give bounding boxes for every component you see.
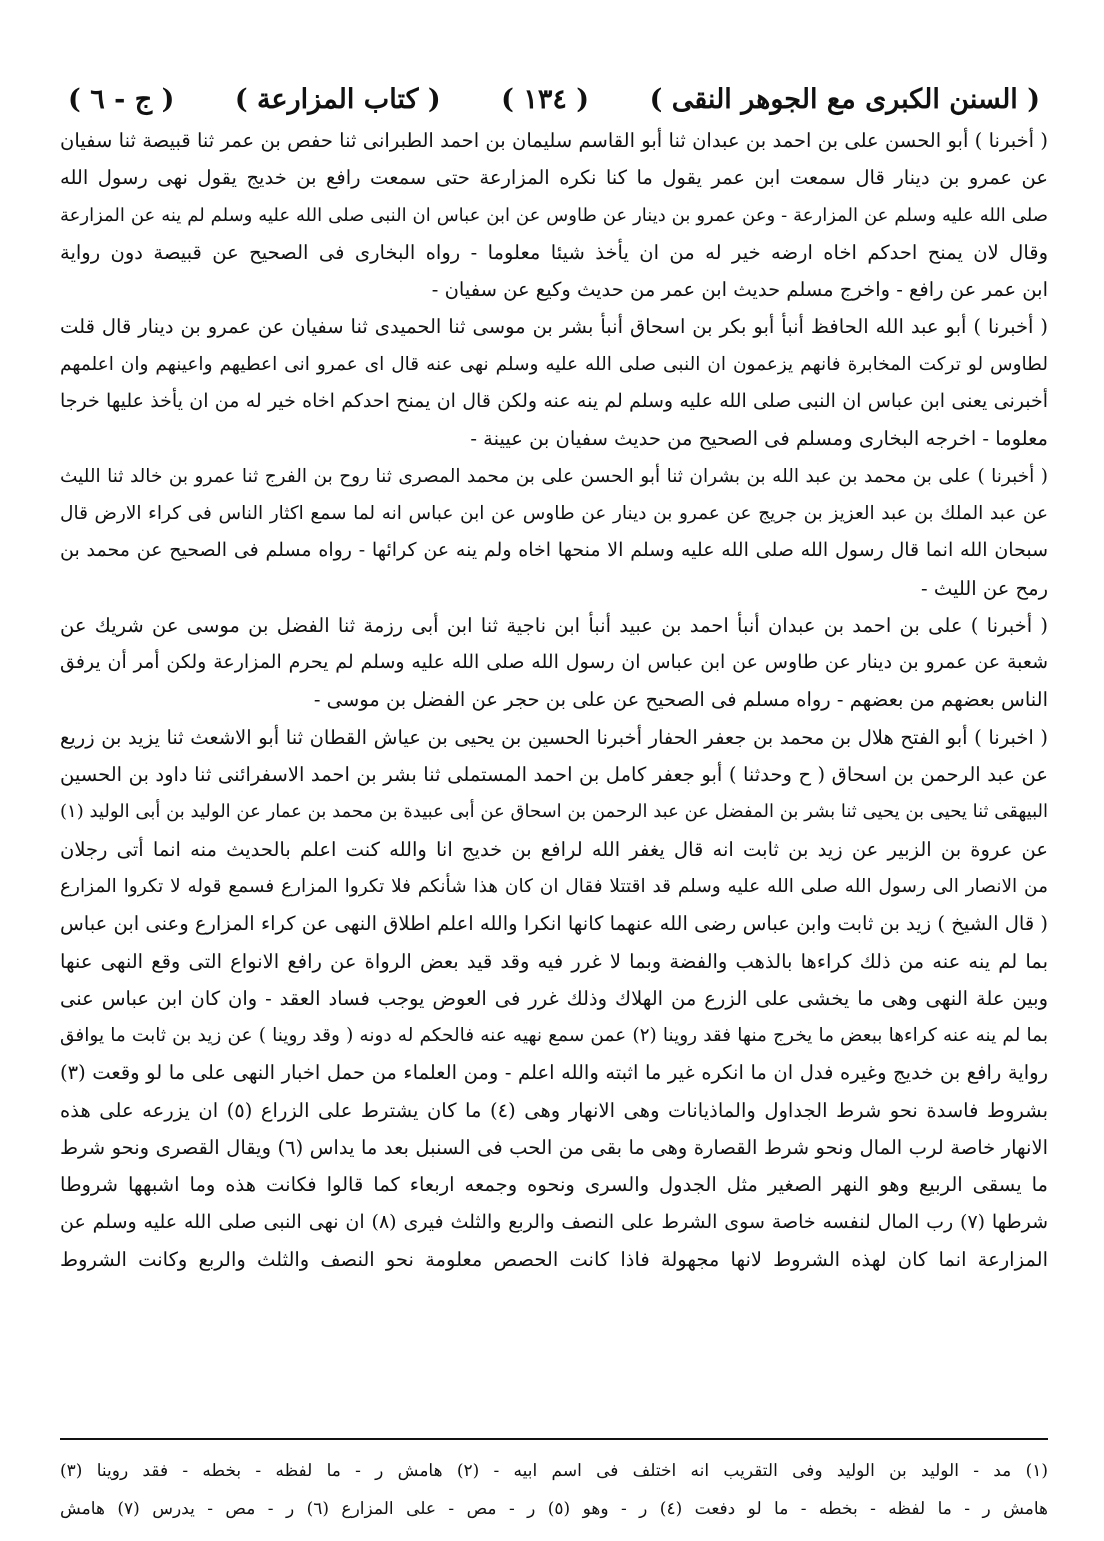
text-line: الانهار خاصة لرب المال ونحو شرط القصارة وهى ما بقى من الحب فى السنبل بعد ما يداس (٦) ويقال القصرى ونحو شرط	[60, 1136, 1048, 1160]
text-line: لطاوس لو تركت المخابرة فانهم يزعمون ان النبى صلى الله عليه وسلم نهى عنه قال اى عمرو انى اعطيهم واعينهم وان اعلمهم	[60, 353, 1048, 375]
body-text	[60, 122, 1048, 1278]
text-line: عن عمرو بن دينار قال سمعت ابن عمر يقول ما كنا نكره المزارعة حتى سمعت رافع بن خديج يقول نهى رسول الله	[60, 166, 1048, 190]
text-line: سبحان الله انما قال رسول الله صلى الله عليه وسلم الا منحها اخاه ولم ينه عن كرائها - رواه مسلم فى الصحيح عن محمد بن	[60, 539, 1048, 562]
text-line: ( أخبرنا ) على بن احمد بن عبدان أنبأ احمد بن عبيد أنبأ ابن ناجية ثنا ابن أبى رزمة ثنا الفضل بن موسى عن شريك عن	[60, 613, 1048, 637]
text-line: شعبة عن عمرو بن دينار عن طاوس عن ابن عباس ان رسول الله صلى الله عليه وسلم لم يحرم المزارعة ولكن أمر أن يرفق	[60, 651, 1048, 674]
footnote-line: (١) مد - الوليد بن الوليد وفى التقريب انه اختلف فى اسم ابيه - (٢) هامش ر - ما لفظه - بخطه - فقد روينا (٣)	[60, 1461, 1048, 1481]
text-line: شرطها (٧) رب المال لنفسه خاصة سوى الشرط على النصف والربع والثلث فيرى (٨) ان نهى النبى صلى الله عليه وسلم عن	[60, 1210, 1048, 1233]
text-line: رواية رافع بن خديج وغيره فدل ان ما انكره غير ما اثبته والله اعلم - ومن العلماء من حمل اخبار النهى على ما لو وقعت (٣)	[60, 1061, 1048, 1085]
text-line: معلوما - اخرجه البخارى ومسلم فى الصحيح من حديث سفيان بن عيينة -	[470, 427, 1048, 451]
text-line: عن عروة بن الزبير عن زيد بن ثابت انه قال يغفر الله لرافع بن خديج انا والله كنت اعلم بالحديث منه انما أتى رجلان	[60, 837, 1048, 861]
footnotes	[60, 1452, 1048, 1528]
page-header	[60, 76, 1048, 122]
text-line: ابن عمر عن رافع - واخرج مسلم حديث ابن عمر من حديث وكيع عن سفيان -	[431, 278, 1048, 302]
page-number: ( ١٣٤ )	[501, 83, 590, 115]
text-line: ( أخبرنا ) أبو الحسن على بن احمد بن عبدان ثنا أبو القاسم سليمان بن احمد الطبرانى ثنا حفص بن عمر ثنا قبيصة ثنا سفيان	[60, 129, 1048, 152]
text-line: رمح عن الليث -	[921, 576, 1048, 600]
footnote-divider	[60, 1438, 1048, 1440]
volume-number: ( ج - ٦ )	[68, 83, 175, 115]
text-line: المزارعة انما كان لهذه الشروط لانها مجهولة فاذا كانت الحصص معلومة نحو النصف والثلث والربع وكانت الشروط	[60, 1247, 1048, 1271]
book-title: ( السنن الكبرى مع الجوهر النقى )	[649, 83, 1040, 115]
text-line: ( قال الشيخ ) زيد بن ثابت وابن عباس رضى الله عنهما كانها انكرا والله اعلم اطلاق النهى عن كراء المزارع وعنى ابن عباس	[60, 912, 1048, 936]
text-line: الناس بعضهم من بعضهم - رواه مسلم فى الصحيح عن على بن حجر عن الفضل بن موسى -	[313, 688, 1048, 712]
text-line: عن عبد الملك بن عبد العزيز بن جريج عن عمرو بن دينار عن طاوس عن ابن عباس انه لما سمع اكثار الناس فى كراء الارض قال	[60, 502, 1048, 524]
chapter-title: ( كتاب المزارعة )	[234, 83, 441, 115]
text-line: البيهقى ثنا يحيى بن يحيى ثنا بشر بن المفضل عن عبد الرحمن بن اسحاق عن أبى عبيدة بن محمد بن عمار عن الوليد بن أبى الوليد (١)	[60, 801, 1048, 823]
text-line: أخبرنى يعنى ابن عباس ان النبى صلى الله عليه وسلم لم ينه عنه ولكن قال ان يمنح احدكم اخاه خير له من ان يأخذ عليها خرجا	[60, 390, 1048, 413]
text-line: من الانصار الى رسول الله صلى الله عليه وسلم قد اقتتلا فقال ان كان هذا شأنكم فلا تكروا المزارع فسمع قوله لا تكروا المزارع	[60, 875, 1048, 897]
document-page	[60, 76, 1048, 1526]
text-line: وقال لان يمنح احدكم اخاه ارضه خير له من ان يأخذ شيئا معلوما - رواه البخارى فى الصحيح عن قبيصة دون رواية	[60, 240, 1048, 264]
text-line: صلى الله عليه وسلم عن المزارعة - وعن عمرو بن دينار عن طاوس عن ابن عباس ان النبى صلى الله عليه وسلم لم ينه عن المزارعة	[60, 204, 1048, 226]
text-line: عن عبد الرحمن بن اسحاق ( ح وحدثنا ) أبو جعفر كامل بن احمد المستملى ثنا بشر بن احمد الاسفرائنى ثنا داود بن الحسين	[60, 763, 1048, 787]
text-line: بشروط فاسدة نحو شرط الجداول والماذيانات وهى الانهار وهى (٤) ما كان يشترط على الزراع (٥) ان يزرعه على هذه	[60, 1098, 1048, 1122]
text-line: بما لم ينه عنه كراءها ببعض ما يخرج منها فقد روينا (٢) عمن سمع نهيه عنه فالحكم له دونه ( وقد روينا ) عن زيد بن ثابت ما يوافق	[60, 1025, 1048, 1047]
text-line: بما لم ينه عنه من ذلك كراءها بالذهب والفضة وبما لا غرر فيه وقد قيد بعض الرواة عن رافع الانواع التى وقع النهى عنها	[60, 949, 1048, 973]
footnote-line: هامش ر - ما لفظه - بخطه - ما لو دفعت (٤) ر - وهو (٥) ر - مص - على المزارع (٦) ر - مص - يدرس (٧) هامش	[60, 1499, 1048, 1519]
text-line: ( أخبرنا ) على بن محمد بن عبد الله بن بشران ثنا أبو الحسن على بن محمد المصرى ثنا روح بن الفرج ثنا عمرو بن خالد ثنا الليث	[60, 465, 1048, 487]
text-line: ( أخبرنا ) أبو عبد الله الحافظ أنبأ أبو بكر بن اسحاق أنبأ بشر بن موسى ثنا الحميدى ثنا سفيان عن عمرو بن دينار قال قلت	[60, 315, 1048, 339]
text-line: ما يسقى الربيع وهو النهر الصغير مثل الجدول والسرى ونحوه وجمعه اربعاء كما قالوا فكانت هذه وما اشبهها شروطا	[60, 1173, 1048, 1197]
text-line: ( اخبرنا ) أبو الفتح هلال بن محمد بن جعفر الحفار أخبرنا الحسين بن يحيى بن عياش القطان ثنا أبو الاشعث ثنا يزيد بن زريع	[60, 725, 1048, 749]
text-line: وبين علة النهى وهى ما يخشى على الزرع من الهلاك وذلك غرر فى العوض يوجب فساد العقد - وان كان ابن عباس عنى	[60, 986, 1048, 1010]
